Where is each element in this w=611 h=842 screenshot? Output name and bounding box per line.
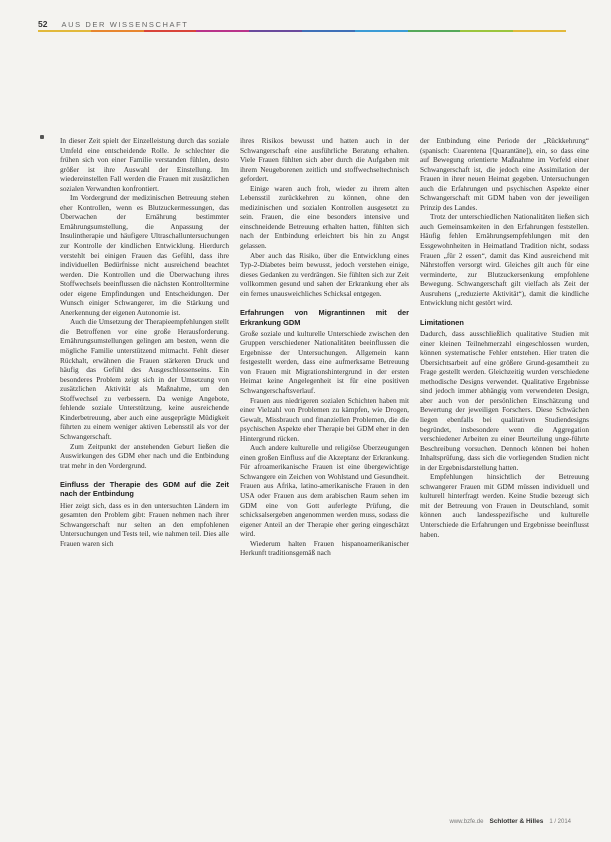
page-header	[38, 17, 188, 31]
color-bar-segment	[460, 30, 513, 32]
paragraph: Wiederum halten Frauen hispanoamerikanischer Herkunft traditionsgemäß nach	[240, 538, 409, 558]
column-3	[420, 136, 589, 539]
color-bar-segment	[196, 30, 249, 32]
color-bar-segment	[355, 30, 408, 32]
margin-marker	[40, 135, 44, 139]
page-footer	[449, 818, 571, 825]
paragraph: Einige waren auch froh, wieder zu ihrem alten Lebensstil zurückkehren zu können, ohne den medizinischen und sozialen Kontrollen ausgesetzt zu sein. Frauen, die eine besonders intensive und einschneidende Betreuung erhalten hatten, fühlten sich nach der Entbindung erleichtert bis hin zu Angst gelassen.	[240, 183, 409, 251]
subheading: Einfluss der Therapie des GDM auf die Zeit nach der Entbindung	[60, 480, 229, 499]
footer-journal: Schlotter & Hilles	[489, 818, 544, 825]
color-bar-segment	[408, 30, 461, 32]
paragraph: Dadurch, dass ausschließlich qualitative Studien mit einer kleinen Teilnehmerzahl eingeschlossen wurden, können systematische Fehler entstehen. Hier traten die Übersichtsarbeit auf eine größere Grund-gesamtheit zu Frage gestellt werden. Gleichzeitig wurden verschiedene methodische Designs verwendet. Qualitative Ergebnisse sind jedoch immer abhängig vom verwendeten Design, aber auch von der persönlichen Einschätzung und Bewertung der jeweiligen Forschers. Diese Schwächen liegen ebenfalls bei qualitativen Studiendesigns begründet, insbesondere wenn die Aggregation verschiedener Arbeiten zu einer Beurteilung unge-führte Beschreibung vorsuchen. Dennoch können bei hohen Inhaltsprüfung, dass sich die vorliegenden Studien nicht in der Ergebnisdarstellung hatten.	[420, 329, 589, 472]
color-bar-segment	[144, 30, 197, 32]
color-bar-segment	[249, 30, 302, 32]
color-bar	[38, 30, 566, 32]
paragraph: Im Vordergrund der medizinischen Betreuung stehen eher Kontrollen, wenn es Blutzuckermessungen, das Überwachen der Ernährung bestimmter Ernährungsumstellung, die Anpassung der Insulintherapie und häufigere Ultraschalluntersuchungen zur Kontrolle der kindlichen Entwicklung. Hierdurch verstehlt bei einigen Frauen das Gefühl, dass ihre individuellen Bedürfnisse nicht ausreichend beachtet werden. Die Kontrollen und die Überwachung ihres Stoffwechsels beeinflussen die nächsten Kontrolltermine oder eigene Empfindungen und Entscheidungen. Der Wunsch einiger Schwangerer, im die Stärkung und Anerkennung der eigenen Autonomie ist.	[60, 193, 229, 317]
subheading: Erfahrungen von Migrantinnen mit der Erkrankung GDM	[240, 308, 409, 327]
paragraph: Große soziale und kulturelle Unterschiede zwischen den Gruppen verschiedener Nationalitäten beeinflussen die Ergebnisse der Untersuchungen. Allgemein kann festgestellt werden, dass eine aufmerksame Betreuung von Frauen mit Migrationshintergrund in der ersten Heimat keine Angelegenheit ist für eine positiven Schwangerschaftsverlauf.	[240, 328, 409, 395]
paragraph: ihres Risikos bewusst und hatten auch in der Schwangerschaft eine ausführliche Beratung erhalten. Viele Frauen fühlten sich aber durch die Aufgaben mit ihrem Neugeborenen zeitlich und stoffwechseltechnisch gefordert.	[240, 136, 409, 184]
paragraph: Auch die Umsetzung der Therapieempfehlungen stellt die Betroffenen vor eine große Herausforderung. Ernährungsumstellungen gelingen am besten, wenn die mögliche Familie unterstützend mitmacht. Fehlt dieser Rückhalt, erwähnen die Frauen stärkeren Druck und häufig das Gefühl des Ausgeschlossenseins. Ein besonderes Problem zeigt sich in der Umsetzung von zusätzlichen Aktivität als Maßnahme, um den Stoffwechsel zu verbessern. Da wenige Angebote, fehlende soziale Unterstützung, keine ausreichende Kinderbetreuung, aber auch eine ausgeprägte Müdigkeit führten zu einem weniger aktiven Lebensstil als vor der Schwangerschaft.	[60, 317, 229, 441]
paragraph: der Entbindung eine Periode der „Rückkehrung“ (spanisch: Cuarentena [Quarantäne]), ein, so dass eine auf Bewegung orientierte Maßnahme im Vorfeld einer Schwangerschaft ist, die jedoch eine Assimilation der Frauen in ihrer neuen Heimat gegeben. Untersuchungen auch die Erfahrungen und psychischen Aspekte einer Schwangerschaft mit GDM haben von der jeweiligen Prinzip des Landes.	[420, 136, 589, 212]
footer-url: www.bzfe.de	[449, 818, 484, 825]
column-2	[240, 136, 409, 558]
page-number: 52	[38, 19, 48, 29]
paragraph: Auch andere kulturelle und religiöse Überzeugungen einen großen Einfluss auf die Akzeptanz der Erkrankung. Für afroamerikanische Frauen ist eine übergewichtige Schwangere ein Zeichen von Wohlstand und Gesundheit. Frauen aus Afrika, latino-amerikanische Frauen in den USA oder Frauen aus dem arabischen Raum sehen im GDM eine von Gott auferlegte Prüfung, die schicksalsergeben angenommen werden muss, sodass die eigener Anteil an der Therapie eher gering eingeschätzt wird.	[240, 443, 409, 539]
color-bar-segment	[91, 30, 144, 32]
paragraph: Trotz der unterschiedlichen Nationalitäten ließen sich auch Gemeinsamkeiten in den Erfahrungen feststellen. Häufig fehlen Ernährungsempfehlungen mit den Essgewohnheiten in Heimatland Tradition nicht, sodass Frauen „für 2 essen“, damit das Kind ausreichend mit Nährstoffen versorgt wird. Gleiches gilt auch für eine verminderte, zur Blutzuckersenkung empfohlene Bewegung. Schwangerschaft gilt vielfach als Zeit der Ausruhens („reduzierte Aktivität“), damit die kindliche Entwicklung nicht gestört wird.	[420, 212, 589, 308]
paragraph: Frauen aus niedrigeren sozialen Schichten haben mit einer Vielzahl von Problemen zu kämpfen, wie Drogen, Gewalt, Missbrauch und finanziellen Problemen, die die psychischen Aspekte eher Therapie bei GDM eher in den Hintergrund rücken.	[240, 395, 409, 443]
subheading: Limitationen	[420, 317, 464, 327]
paragraph: In dieser Zeit spielt der Einzelleistung durch das soziale Umfeld eine entscheidende Rolle. Je schlechter die frühen sich von einer Familie verstanden fühlen, desto größer ist ihre Auswahl der Einstellung. Im wiedereinstellen Fall werden die Frauen mit zusätzlichen sozialen Verwandten konfrontiert.	[60, 136, 229, 193]
paragraph: Empfehlungen hinsichtlich der Betreuung schwangerer Frauen mit GDM müssen individuell und kulturell hinterfragt werden. Keine Studie bezeugt sich mit der Betreuung von Frauen in Deutschland, somit können auch landesspezifische und kulturelle Unterschiede die Erfahrungen und Ergebnisse beeinflusst haben.	[420, 472, 589, 539]
color-bar-segment	[513, 30, 566, 32]
paragraph: Hier zeigt sich, dass es in den untersuchten Ländern im gesamten den Problem gibt: Frauen nehmen nach ihrer Schwangerschaft nur selten an den empfohlenen Untersuchungen und Tests teil, wie nahmen teil. Dies alle Frauen waren sich	[60, 500, 229, 548]
color-bar-segment	[38, 30, 91, 32]
section-title: AUS DER WISSENSCHAFT	[61, 19, 189, 29]
column-1	[60, 136, 229, 548]
footer-issue: 1 / 2014	[549, 818, 571, 825]
paragraph: Aber auch das Risiko, über die Entwicklung eines Typ-2-Diabetes beim bewusst, jedoch verstehen einige, dieses Gedanken zu verdrängen. Sie fühlten sich zur Zeit vollkommen gesund und sahen der Erkrankung eher als ein fernes unausweichliches Schicksal entgegen.	[240, 250, 409, 298]
paragraph: Zum Zeitpunkt der anstehenden Geburt ließen die Auswirkungen des GDM eher nach und die Entbindung trat mehr in den Vordergrund.	[60, 441, 229, 470]
color-bar-segment	[302, 30, 355, 32]
